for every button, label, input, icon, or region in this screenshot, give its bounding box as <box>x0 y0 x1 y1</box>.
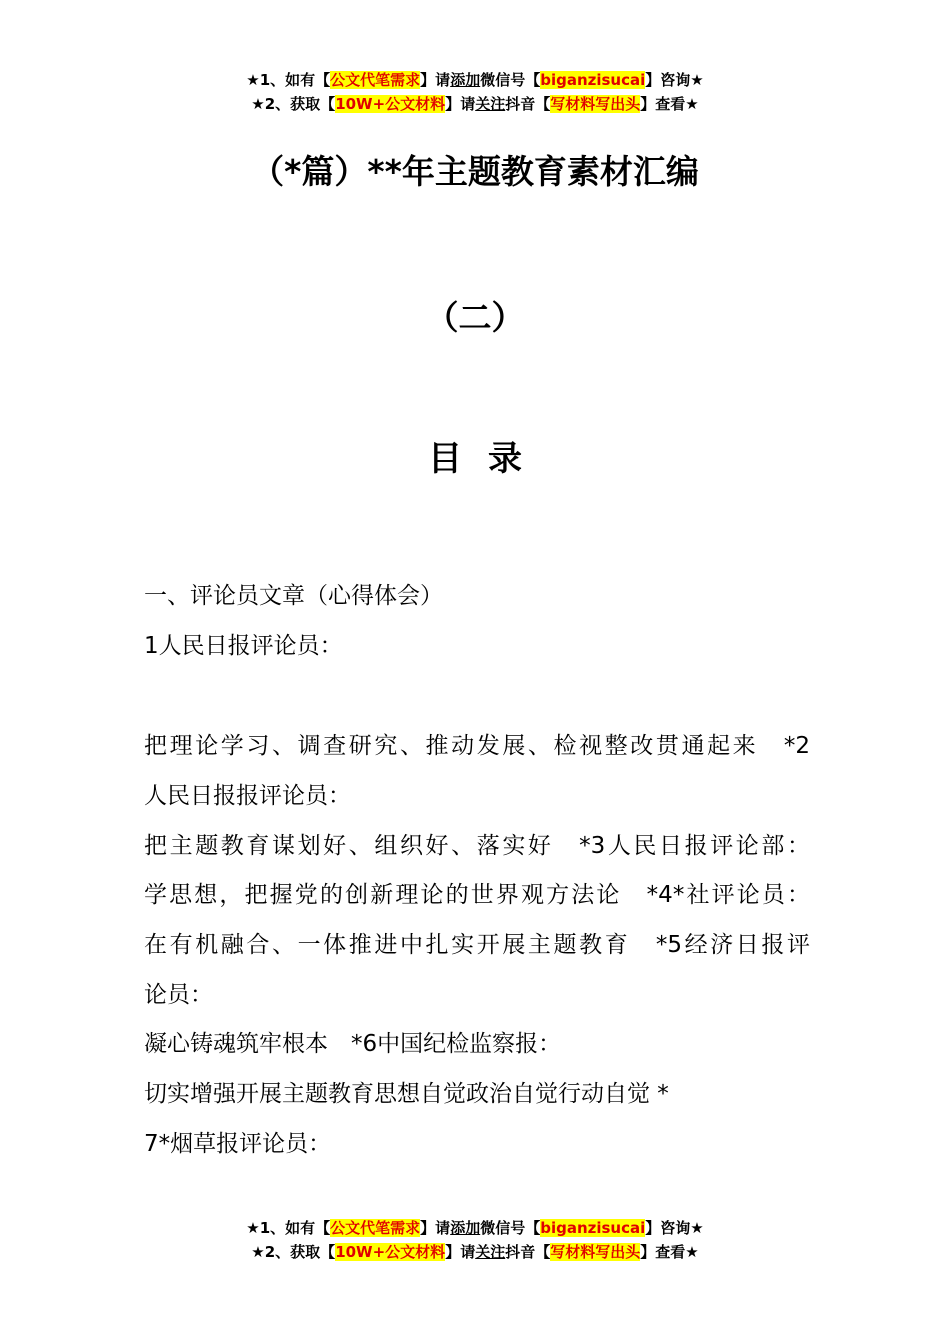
highlight-wechat-id: biganzisucai <box>540 71 646 89</box>
highlight-wechat-id: biganzisucai <box>540 1219 646 1237</box>
toc-line: 切实增强开展主题教育思想自觉政治自觉行动自觉 * <box>144 1081 669 1107</box>
toc-line: 1人民日报评论员： <box>144 633 343 659</box>
toc-line: 凝心铸魂筑牢根本 *6中国纪检监察报： <box>144 1031 562 1057</box>
document-title: （*篇）**年主题教育素材汇编 <box>251 152 699 191</box>
star-icon: ★ <box>246 1219 260 1237</box>
highlight-materials: 10W+公文材料 <box>335 95 446 113</box>
star-icon: ★ <box>251 1243 265 1261</box>
toc-line: 把理论学习、调查研究、推动发展、检视整改贯通起来 *2 <box>144 733 810 759</box>
banner-line-2: ★2、获取【10W+公文材料】请关注抖音【写材料写出头】查看★ <box>251 1243 699 1261</box>
banner-line-1: ★1、如有【公文代笔需求】请添加微信号【biganzisucai】咨询★ <box>246 1219 704 1237</box>
star-icon: ★ <box>246 71 260 89</box>
toc-line: 在有机融合、一体推进中扎实开展主题教育 *5经济日报评 <box>144 932 810 958</box>
banner-line-2: ★2、获取【10W+公文材料】请关注抖音【写材料写出头】查看★ <box>251 95 699 113</box>
highlight-douyin: 写材料写出头 <box>550 1243 641 1261</box>
highlight-materials: 10W+公文材料 <box>335 1243 446 1261</box>
banner-line-1: ★1、如有【公文代笔需求】请添加微信号【biganzisucai】咨询★ <box>246 71 704 89</box>
section-heading: 一、评论员文章（心得体会） <box>144 583 443 609</box>
highlight-service: 公文代笔需求 <box>330 71 421 89</box>
toc-line: 学思想，把握党的创新理论的世界观方法论 *4*社评论员： <box>144 882 810 908</box>
toc-line: 人民日报报评论员： <box>144 783 351 809</box>
toc-line: 把主题教育谋划好、组织好、落实好 *3人民日报评论部： <box>144 833 810 859</box>
toc-line: 7*烟草报评论员： <box>144 1131 332 1157</box>
header-banner <box>0 68 950 116</box>
toc-heading: 目录 <box>428 439 548 479</box>
highlight-service: 公文代笔需求 <box>330 1219 421 1237</box>
footer-banner <box>0 1216 950 1264</box>
toc-line: 论员： <box>144 982 213 1008</box>
document-subtitle: （二） <box>425 298 525 337</box>
star-icon: ★ <box>251 95 265 113</box>
highlight-douyin: 写材料写出头 <box>550 95 641 113</box>
